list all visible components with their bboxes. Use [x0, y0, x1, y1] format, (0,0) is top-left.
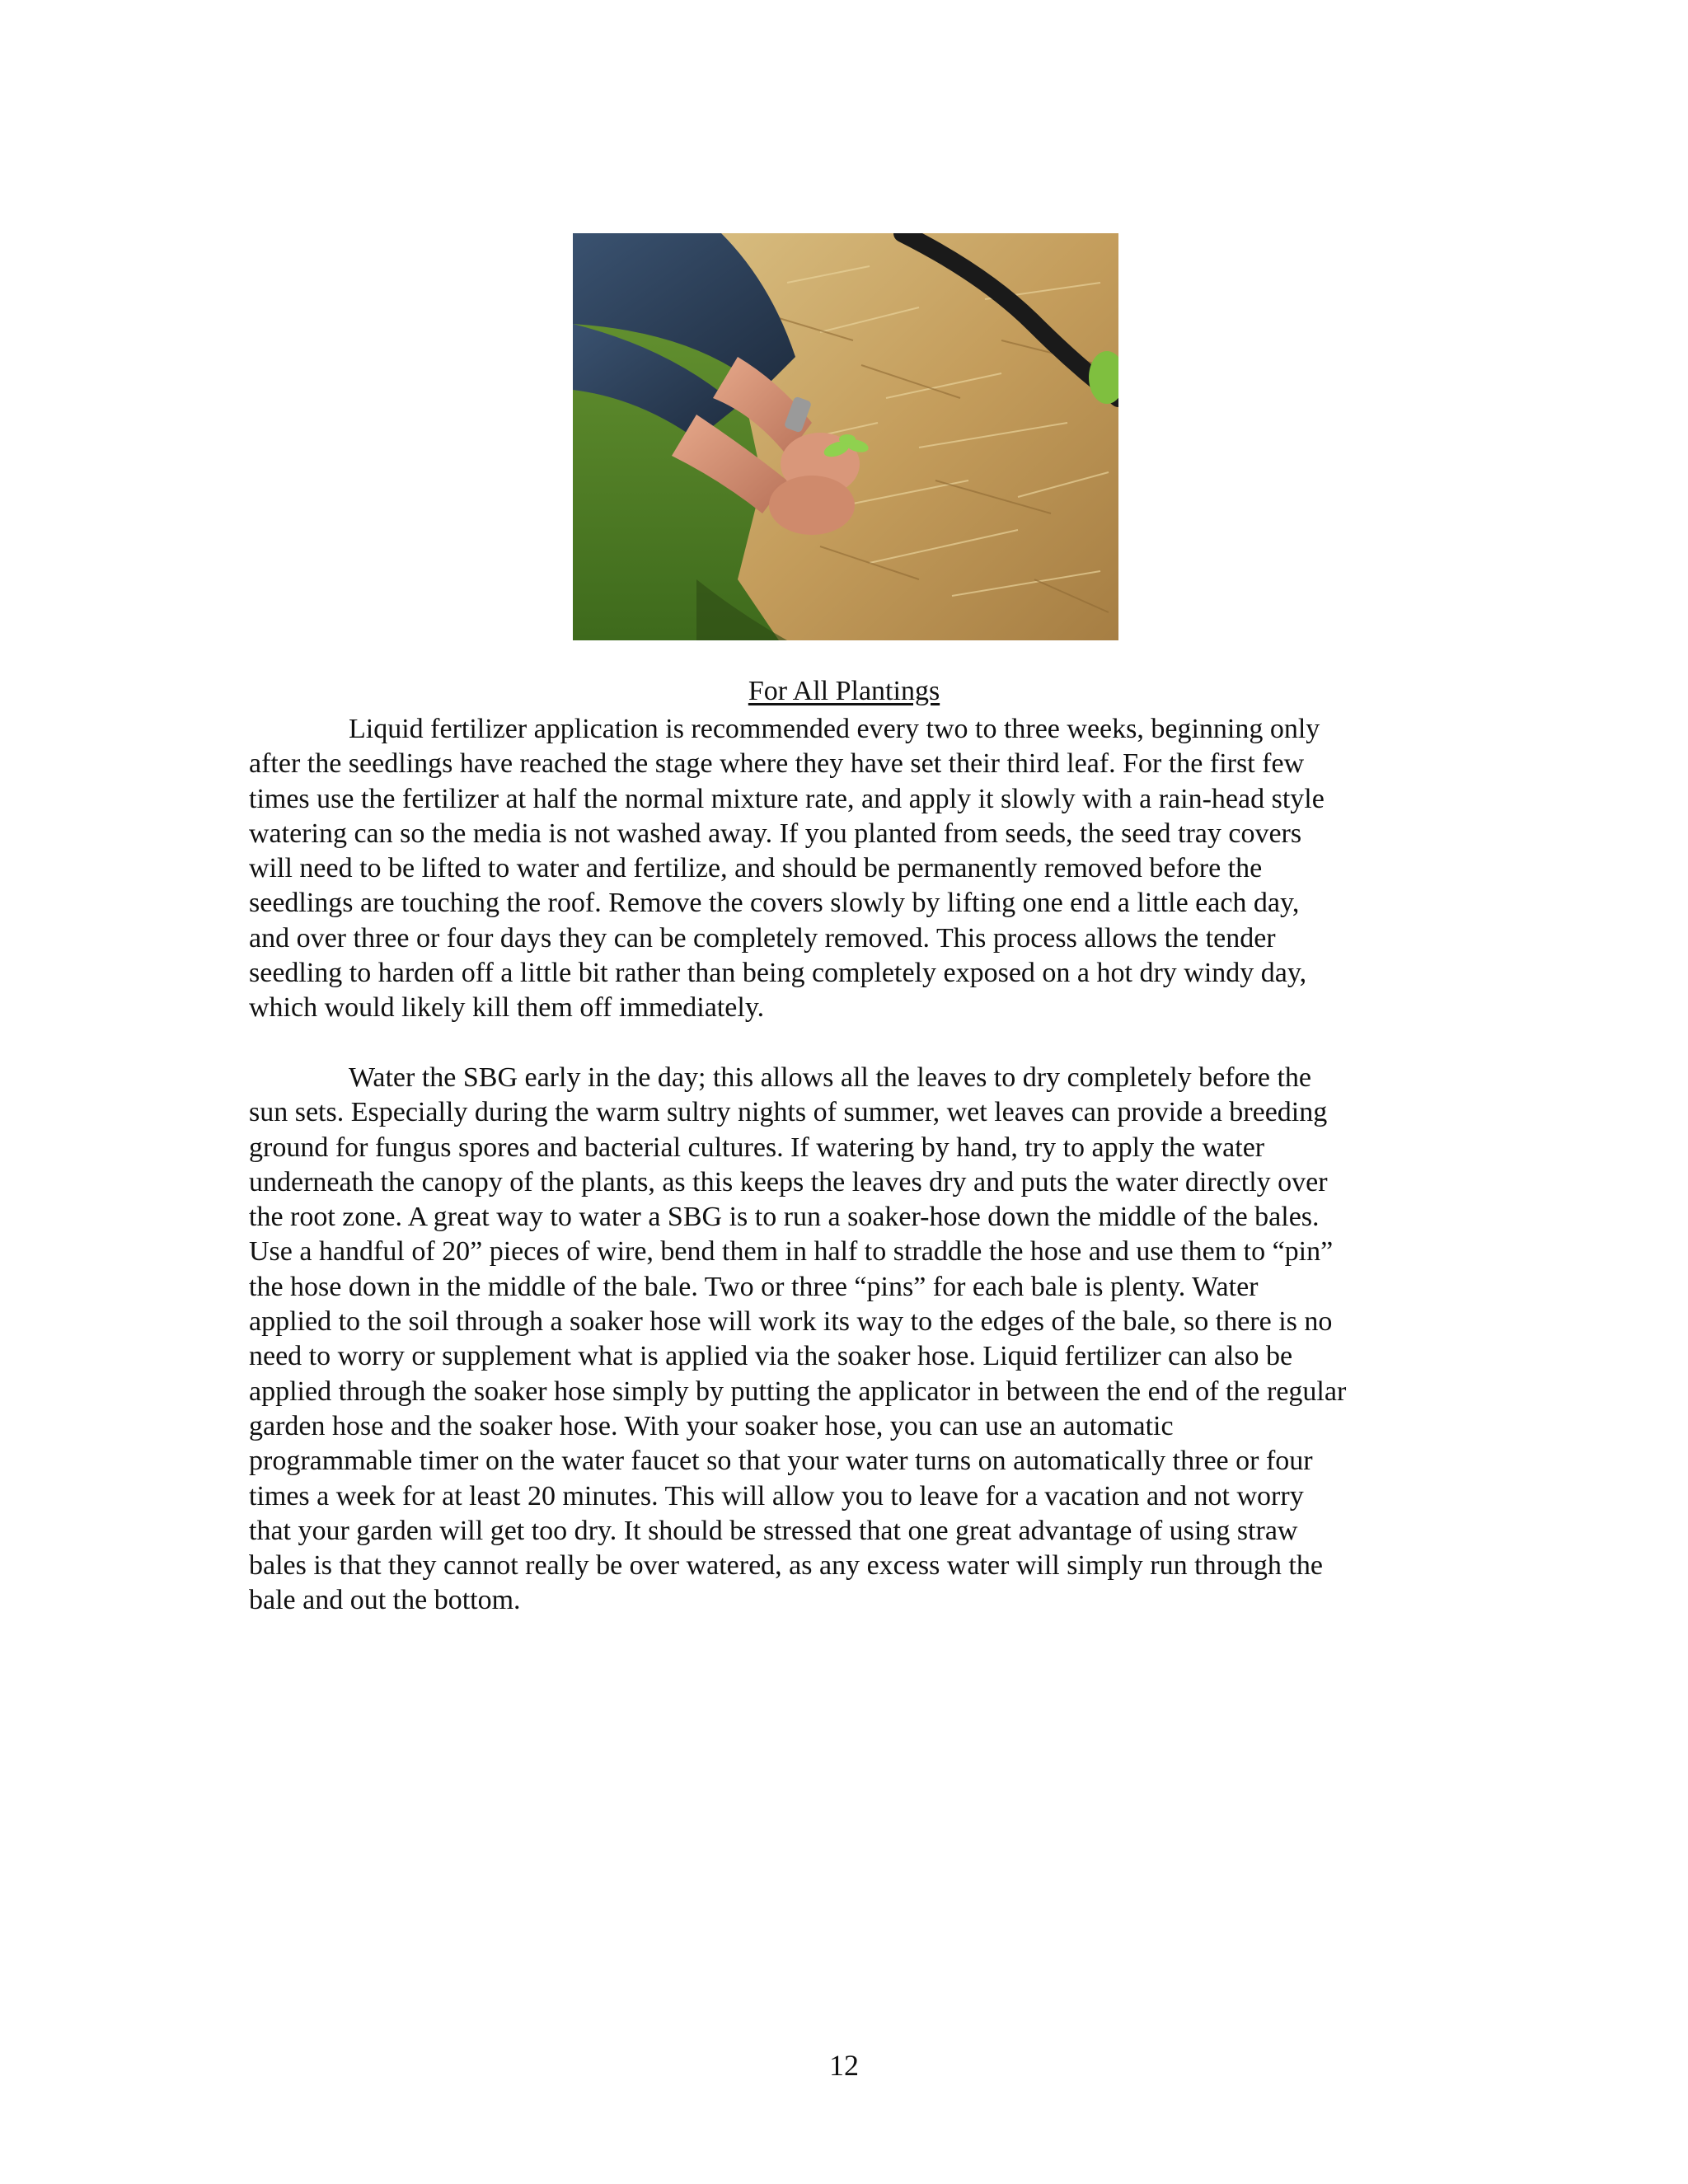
- page-number: 12: [829, 2049, 859, 2082]
- paragraph-line: applied through the soaker hose simply by putting the applicator in between the end of the regular: [249, 1376, 1347, 1407]
- paragraph-line: the hose down in the middle of the bale. Two or three “pins” for each bale is plenty. Water: [249, 1271, 1259, 1302]
- paragraph-line: which would likely kill them off immediately.: [249, 992, 765, 1024]
- paragraph-line: need to worry or supplement what is applied via the soaker hose. Liquid fertilizer can also be: [249, 1341, 1293, 1372]
- paragraph-line: that your garden will get too dry. It should be stressed that one great advantage of using straw: [249, 1515, 1298, 1546]
- paragraph-line: bale and out the bottom.: [249, 1585, 521, 1616]
- section-heading: For All Plantings: [748, 676, 940, 706]
- paragraph-line: programmable timer on the water faucet so that your water turns on automatically three or four: [249, 1446, 1313, 1477]
- paragraph-line: seedling to harden off a little bit rather than being completely exposed on a hot dry windy day,: [249, 958, 1307, 989]
- paragraph-line: the root zone. A great way to water a SBG is to run a soaker-hose down the middle of the bales.: [249, 1202, 1320, 1233]
- paragraph-watering: [249, 1061, 1452, 1619]
- paragraph-line: seedlings are touching the roof. Remove the covers slowly by lifting one end a little each day,: [249, 888, 1300, 919]
- paragraph-line: Liquid fertilizer application is recommended every two to three weeks, beginning only: [349, 714, 1320, 744]
- paragraph-line: applied to the soil through a soaker hose will work its way to the edges of the bale, so there is no: [249, 1306, 1333, 1338]
- paragraph-line: sun sets. Especially during the warm sultry nights of summer, wet leaves can provide a breeding: [249, 1097, 1328, 1128]
- paragraph-line: bales is that they cannot really be over watered, as any excess water will simply run through the: [249, 1550, 1323, 1582]
- photo-image: [573, 233, 1118, 640]
- paragraph-line: will need to be lifted to water and fertilize, and should be permanently removed before the: [249, 853, 1263, 884]
- paragraph-line: ground for fungus spores and bacterial cultures. If watering by hand, try to apply the water: [249, 1132, 1265, 1163]
- paragraph-fertilizer: [249, 712, 1452, 1026]
- paragraph-line: after the seedlings have reached the stage where they have set their third leaf. For the first few: [249, 748, 1305, 780]
- paragraph-line: underneath the canopy of the plants, as this keeps the leaves dry and puts the water directly over: [249, 1166, 1328, 1197]
- paragraph-line: Use a handful of 20” pieces of wire, bend them in half to straddle the hose and use them to “pin”: [249, 1236, 1334, 1268]
- paragraph-line: and over three or four days they can be completely removed. This process allows the tender: [249, 922, 1276, 954]
- paragraph-line: watering can so the media is not washed away. If you planted from seeds, the seed tray covers: [249, 818, 1302, 849]
- paragraph-line: times use the fertilizer at half the normal mixture rate, and apply it slowly with a rain-head style: [249, 783, 1325, 814]
- paragraph-line: garden hose and the soaker hose. With your soaker hose, you can use an automatic: [249, 1410, 1174, 1441]
- paragraph-line: times a week for at least 20 minutes. This will allow you to leave for a vacation and not worry: [249, 1480, 1304, 1511]
- straw-bale-planting-photo: [573, 233, 1118, 640]
- paragraph-line: Water the SBG early in the day; this allows all the leaves to dry completely before the: [349, 1062, 1312, 1093]
